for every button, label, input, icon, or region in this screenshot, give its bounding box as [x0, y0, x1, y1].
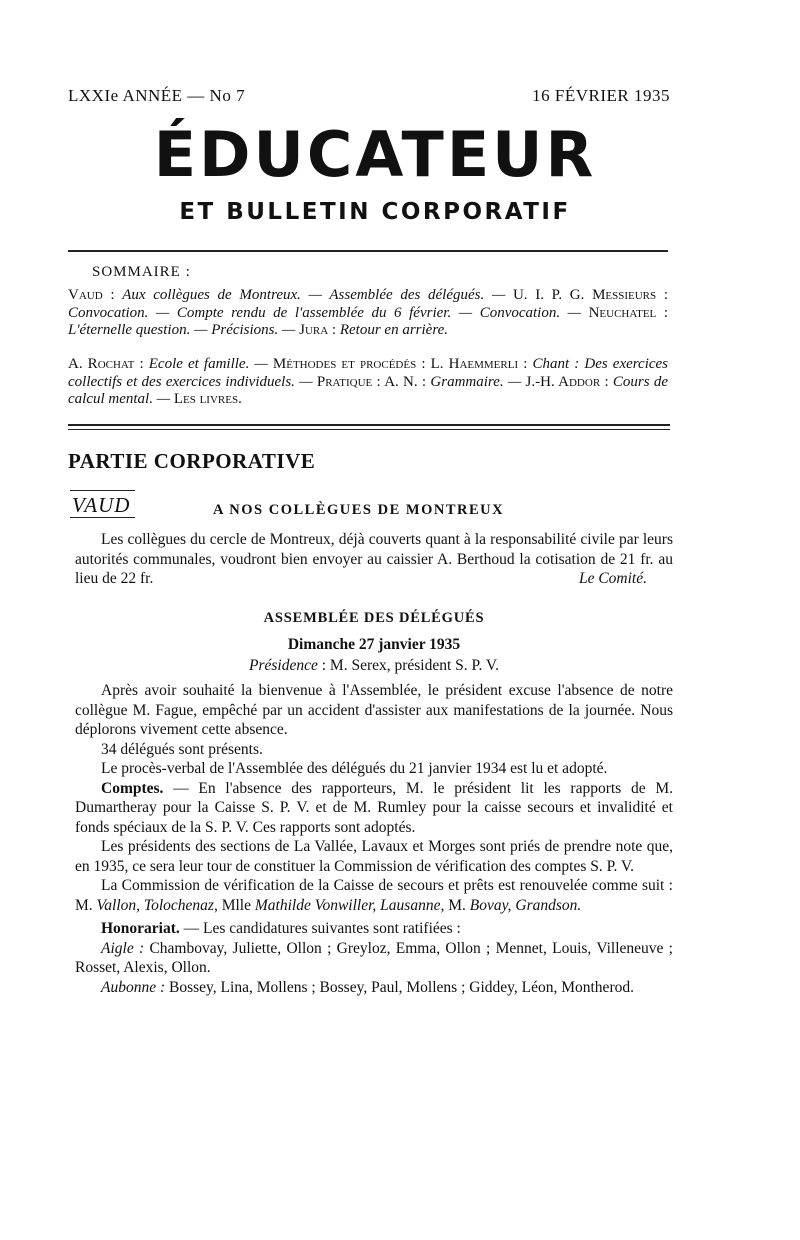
honorariat-text: — Les candidatures suivantes sont ratifiées :: [183, 920, 461, 937]
assemblee-body: [75, 681, 673, 997]
aigle-text: Chambovay, Juliette, Ollon ; Greyloz, Emma, Ollon ; Mennet, Louis, Villeneuve ; Rosset, Alexis, Ollon.: [75, 939, 673, 976]
aigle-label: Aigle :: [101, 939, 145, 957]
article-montreux-signature: Le Comité.: [578, 570, 647, 587]
comptes-text: — En l'absence des rapporteurs, M. le président lit les rapports de M. Dumartheray pour la Caisse S. P. V. et de M. Rumley pour la caisse secours et invalidité et fonds spéciaux de la S. P. V. Ces rapports sont adoptés.: [75, 779, 673, 836]
presidence-label: Présidence: [249, 657, 318, 674]
aubonne-text: Bossey, Lina, Mollens ; Bossey, Paul, Mollens ; Giddey, Léon, Montherod.: [169, 978, 634, 996]
assemblee-paragraph-commission: [75, 876, 673, 915]
assemblee-paragraph-2: 34 délégués sont présents.: [101, 740, 263, 758]
sommaire-upg: U. I. P. G.: [512, 287, 585, 303]
commission-vonwiller: Mathilde Vonwiller, Lausanne,: [254, 896, 445, 914]
assemblee-paragraph-honorariat: [75, 919, 673, 939]
sommaire-rochat: A. Rochat :: [68, 356, 144, 372]
sommaire-paragraph-2: [68, 356, 668, 409]
header-rule: [68, 250, 668, 252]
article-montreux-body: Les collègues du cercle de Montreux, déjà couverts quant à la responsabilité civile par leurs autorités communales, voudront bien envoyer au caissier A. Berthoud la cotisation de 21 fr. au lieu de 22 fr.: [75, 531, 673, 587]
sommaire-addor-items: Cours de calcul mental. —: [68, 373, 669, 407]
sommaire-messieurs: Messieurs :: [592, 287, 668, 303]
issue-number: LXXIe ANNÉE — No 7: [68, 86, 246, 105]
sommaire-label: SOMMAIRE :: [92, 264, 191, 280]
commission-mlle: Mlle: [221, 896, 251, 914]
sommaire-vaud-items: Aux collègues de Montreux. — Assemblée des délégués. —: [122, 287, 506, 303]
sommaire-neuchatel: Neuchatel :: [588, 304, 668, 321]
journal-subtitle: ET BULLETIN CORPORATIF: [179, 199, 571, 225]
comptes-label: Comptes.: [101, 779, 164, 797]
commission-text: La Commission de vérification de la Caisse de secours et prêts est renouvelée comme suit : M.: [75, 877, 673, 914]
sommaire-paragraph-1: [68, 287, 668, 340]
sommaire-haemmerli: L. Haemmerli :: [430, 356, 528, 372]
journal-title: ÉDUCATEUR: [153, 118, 597, 191]
issue-date: 16 FÉVRIER 1935: [532, 86, 670, 105]
sommaire-livres: Les livres.: [173, 391, 242, 407]
assemblee-paragraph-comptes: [75, 779, 673, 838]
sommaire-vaud: Vaud :: [68, 287, 115, 303]
assemblee-date: Dimanche 27 janvier 1935: [287, 636, 461, 653]
commission-m: M.: [448, 896, 466, 914]
sommaire-pratique: Pratique :: [316, 373, 381, 390]
commission-bovay: Bovay, Grandson.: [469, 896, 582, 914]
commission-vallon: Vallon, Tolochenaz,: [96, 896, 218, 914]
presidence-text: : M. Serex, président S. P. V.: [321, 657, 499, 674]
partie-corporative-title: PARTIE CORPORATIVE: [68, 449, 316, 473]
sommaire-neuchatel-items: L'éternelle question. — Précisions. —: [68, 322, 296, 338]
vaud-rule-top: [70, 490, 135, 491]
sommaire-jura-items: Retour en arrière.: [339, 322, 449, 338]
assemblee-heading: ASSEMBLÉE DES DÉLÉGUÉS: [263, 610, 485, 626]
honorariat-aubonne: [75, 978, 673, 998]
section-divider-thin: [68, 429, 670, 430]
assemblee-paragraph-5: Les présidents des sections de La Vallée, Lavaux et Morges sont priés de prendre note que, en 1935, ce sera leur tour de constituer la Commission de vérification des comptes S. P. V.: [75, 838, 673, 875]
sommaire-an-items: Grammaire. —: [430, 373, 522, 390]
vaud-rule-bottom: [70, 517, 135, 518]
honorariat-aigle: [75, 939, 673, 978]
assemblee-paragraph-3: Le procès-verbal de l'Assemblée des délégués du 21 janvier 1934 est lu et adopté.: [101, 760, 608, 777]
sommaire-an: A. N. :: [384, 373, 427, 390]
sommaire-haemmerli-items: Chant : Des exercices collectifs et des exercices individuels. —: [68, 356, 669, 390]
sommaire-jura: Jura :: [299, 322, 337, 338]
aubonne-label: Aubonne :: [101, 978, 166, 996]
honorariat-label: Honorariat.: [101, 920, 180, 937]
section-divider-thick: [68, 424, 670, 426]
article-montreux-text: [75, 530, 673, 589]
sommaire-methodes: Méthodes et procédés :: [272, 356, 426, 372]
vaud-section-label: VAUD: [72, 493, 131, 517]
sommaire-messieurs-items: Convocation. — Compte rendu de l'assemblée du 6 février. — Convocation. —: [68, 304, 582, 321]
article-montreux-heading: A NOS COLLÈGUES DE MONTREUX: [213, 502, 505, 518]
assemblee-presidence: [75, 657, 673, 675]
sommaire-addor: J.-H. Addor :: [525, 373, 609, 390]
sommaire-rochat-items: Ecole et famille. —: [148, 356, 268, 372]
assemblee-paragraph-1: Après avoir souhaité la bienvenue à l'Assemblée, le président excuse l'absence de notre collègue M. Fague, empêché par un accident d'assister aux manifestations de la journée. Nous déplorons vivement cette absence.: [75, 682, 673, 738]
